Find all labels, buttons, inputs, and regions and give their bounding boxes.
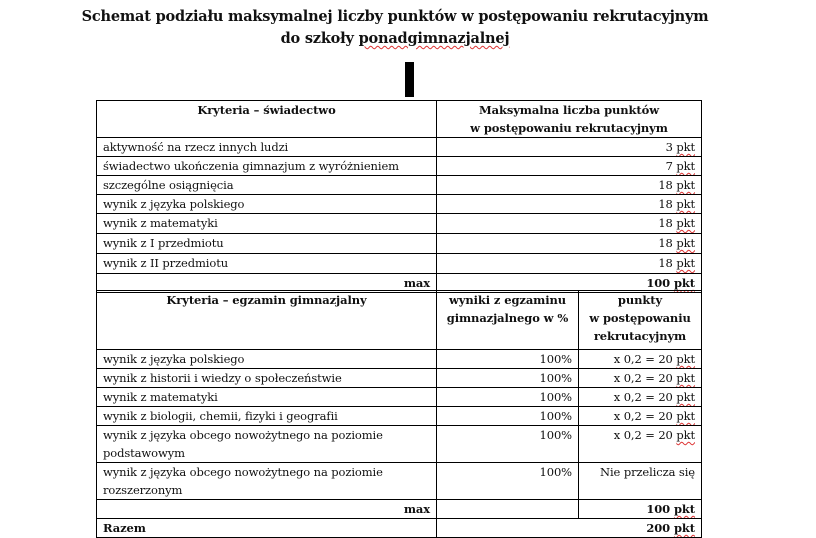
- criterion-cell: świadectwo ukończenia gimnazjum z wyróżnieniem: [97, 157, 437, 176]
- table-row: [97, 388, 702, 407]
- percent-cell: 100%: [437, 350, 579, 369]
- points-cell: 18 pkt: [437, 176, 702, 195]
- criterion-cell: wynik z I przedmiotu: [97, 234, 437, 254]
- title-spellcheck-word: ponadgimnazjalnej: [358, 30, 510, 47]
- header-recruitment-points: [579, 291, 702, 350]
- criterion-cell: wynik z języka obcego nowożytnego na poziomie podstawowym: [97, 426, 437, 463]
- table-row: [97, 369, 702, 388]
- total-row: [97, 519, 702, 538]
- table-row: [97, 195, 702, 214]
- formula-cell: x 0,2 = 20 pkt: [579, 388, 702, 407]
- table-header-row: [97, 291, 702, 350]
- points-cell: 18 pkt: [437, 214, 702, 234]
- percent-cell: 100%: [437, 407, 579, 426]
- table-header-row: [97, 101, 702, 138]
- header-max-points: [437, 101, 702, 138]
- criterion-cell: wynik z II przedmiotu: [97, 254, 437, 274]
- formula-cell: Nie przelicza się: [579, 463, 702, 500]
- total-value: 200 pkt: [437, 519, 702, 538]
- criterion-cell: wynik z matematyki: [97, 214, 437, 234]
- criterion-cell: wynik z biologii, chemii, fizyki i geografii: [97, 407, 437, 426]
- header-exam-results-line1: wyniki z egzaminu: [448, 293, 567, 307]
- points-cell: 3 pkt: [437, 138, 702, 157]
- header-points-line3: rekrutacyjnym: [593, 329, 687, 343]
- criterion-cell: wynik z języka polskiego: [97, 195, 437, 214]
- header-max-points-line1: Maksymalna liczba punktów: [479, 103, 659, 117]
- table-row: [97, 463, 702, 500]
- criterion-cell: szczególne osiągnięcia: [97, 176, 437, 195]
- max-row: [97, 500, 702, 519]
- percent-cell: 100%: [437, 369, 579, 388]
- percent-cell: 100%: [437, 388, 579, 407]
- criterion-cell: wynik z języka obcego nowożytnego na poziomie rozszerzonym: [97, 463, 437, 500]
- table-row: [97, 157, 702, 176]
- certificate-criteria-table: [96, 100, 702, 293]
- table-row: [97, 350, 702, 369]
- criterion-cell: wynik z języka polskiego: [97, 350, 437, 369]
- header-criteria-certificate: Kryteria – świadectwo: [97, 101, 437, 138]
- points-cell: 18 pkt: [437, 234, 702, 254]
- header-exam-results-line2: gimnazjalnego w %: [446, 311, 569, 325]
- criterion-cell: wynik z matematyki: [97, 388, 437, 407]
- table-row: [97, 214, 702, 234]
- table-row: [97, 426, 702, 463]
- criterion-cell: wynik z historii i wiedzy o społeczeństwie: [97, 369, 437, 388]
- percent-cell: 100%: [437, 463, 579, 500]
- empty-cell: [437, 500, 579, 519]
- table-row: [97, 254, 702, 274]
- document-title-line2: [0, 28, 790, 50]
- header-max-points-line2: w postępowaniu rekrutacyjnym: [470, 121, 668, 135]
- points-cell: 18 pkt: [437, 195, 702, 214]
- title-prefix: do szkoły: [280, 30, 359, 47]
- table-row: [97, 138, 702, 157]
- table-row: [97, 176, 702, 195]
- formula-cell: x 0,2 = 20 pkt: [579, 369, 702, 388]
- percent-cell: 100%: [437, 426, 579, 463]
- header-criteria-exam: Kryteria – egzamin gimnazjalny: [97, 291, 437, 350]
- text-cursor-bar: [405, 62, 414, 97]
- max-value: 100 pkt: [579, 500, 702, 519]
- table-row: [97, 407, 702, 426]
- max-value: 100 pkt: [437, 274, 702, 293]
- max-label: max: [97, 274, 437, 293]
- document-title-line1: Schemat podziału maksymalnej liczby punktów w postępowaniu rekrutacyjnym: [81, 8, 709, 25]
- exam-criteria-table: [96, 290, 702, 538]
- header-exam-results: [437, 291, 579, 350]
- criterion-cell: aktywność na rzecz innych ludzi: [97, 138, 437, 157]
- formula-cell: x 0,2 = 20 pkt: [579, 350, 702, 369]
- formula-cell: x 0,2 = 20 pkt: [579, 407, 702, 426]
- max-label: max: [97, 500, 437, 519]
- table-row: [97, 234, 702, 254]
- points-cell: 18 pkt: [437, 254, 702, 274]
- total-label: Razem: [97, 519, 437, 538]
- header-points-line2: w postępowaniu: [589, 311, 691, 325]
- header-points-line1: punkty: [617, 293, 663, 307]
- points-cell: 7 pkt: [437, 157, 702, 176]
- formula-cell: x 0,2 = 20 pkt: [579, 426, 702, 463]
